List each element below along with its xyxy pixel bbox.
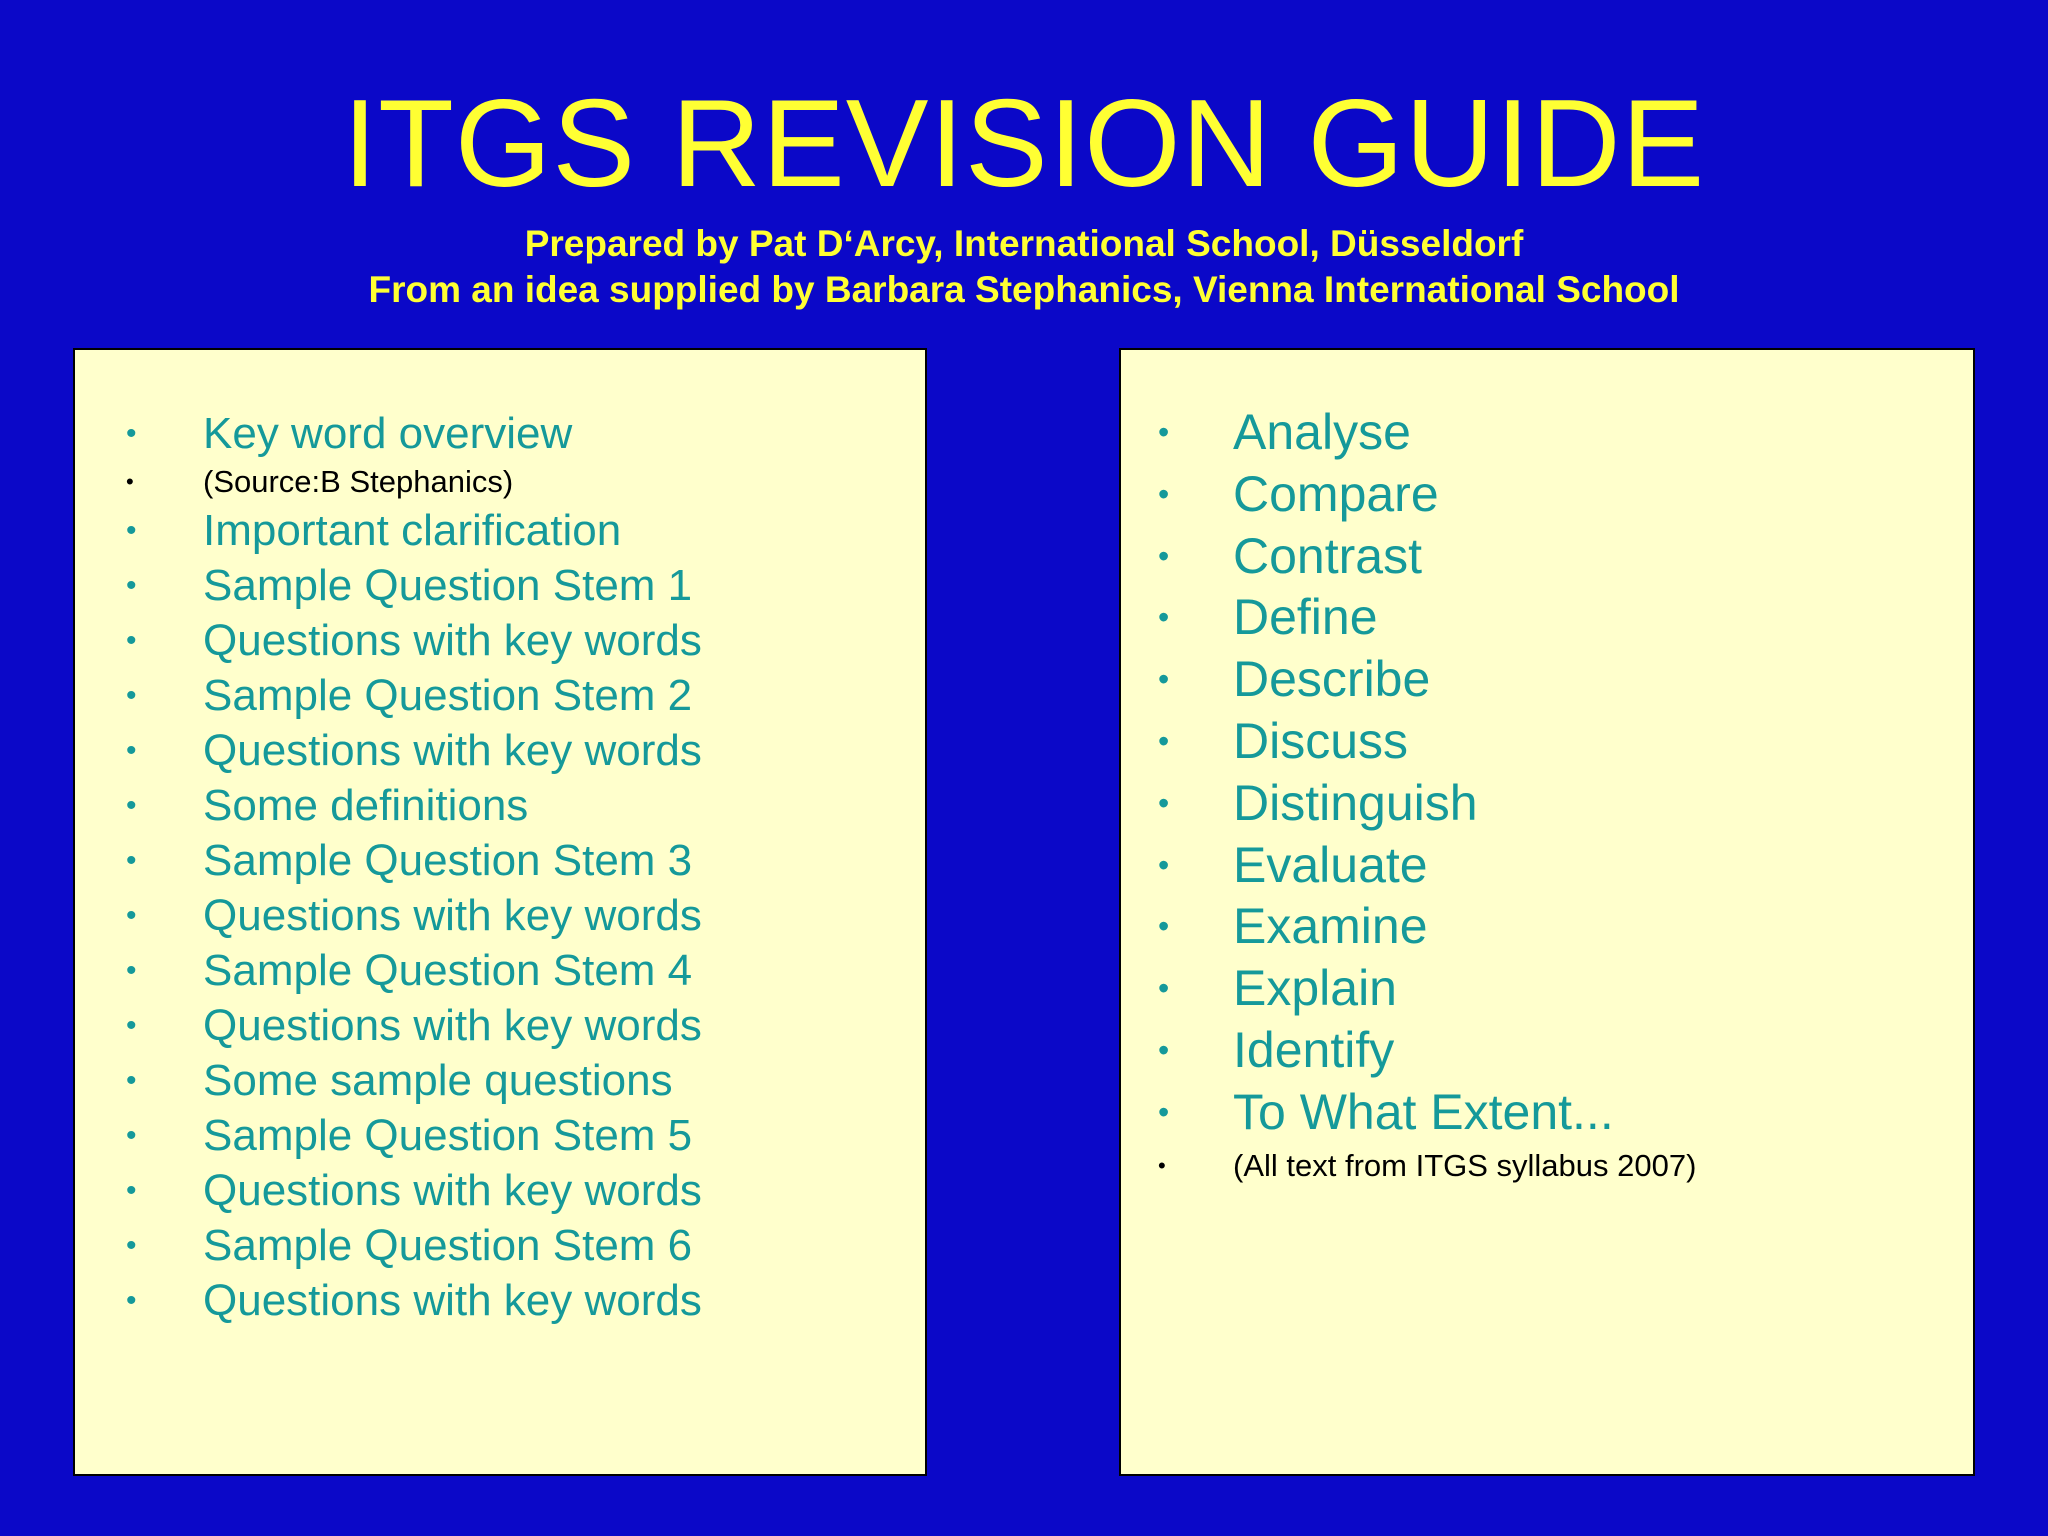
list-item-label: Describe (1233, 651, 1431, 708)
bullet-icon: • (1158, 908, 1170, 945)
list-item-label: Identify (1233, 1021, 1395, 1078)
list-item (75, 998, 925, 1053)
bullet-icon: • (126, 844, 137, 877)
bullet-icon: • (126, 789, 137, 822)
list-item (75, 1053, 925, 1108)
bullet-icon: • (1158, 846, 1170, 883)
list-item-label: Important clarification (203, 506, 622, 555)
bullet-icon: • (1158, 599, 1170, 636)
list-item (1121, 649, 1973, 711)
list-item (75, 1163, 925, 1218)
list-item (1121, 1082, 1973, 1144)
contents-list (75, 406, 925, 1328)
list-item (1121, 587, 1973, 649)
list-item (1121, 896, 1973, 958)
list-item (75, 503, 925, 558)
list-item (1121, 958, 1973, 1020)
list-item-label: Sample Question Stem 2 (203, 671, 693, 720)
list-item-label: Compare (1233, 465, 1439, 522)
list-item-label: Some sample questions (203, 1056, 673, 1105)
key-words-list (1121, 402, 1973, 1188)
list-item-label: Discuss (1233, 712, 1409, 769)
bullet-icon: • (126, 469, 134, 494)
list-item-label: (All text from ITGS syllabus 2007) (1233, 1147, 1697, 1183)
list-item-label: Questions with key words (203, 616, 702, 665)
list-item-label: Sample Question Stem 6 (203, 1221, 693, 1270)
subtitle-credit: From an idea supplied by Barbara Stephanics, Vienna International School (368, 269, 1680, 310)
list-item-label: Evaluate (1233, 836, 1428, 893)
list-item (75, 1108, 925, 1163)
source-note (75, 461, 925, 503)
list-item-label: Analyse (1233, 404, 1411, 460)
bullet-icon: • (126, 1174, 137, 1207)
bullet-icon: • (126, 514, 137, 547)
bullet-icon: • (1158, 661, 1170, 698)
list-item-label: Distinguish (1233, 774, 1478, 831)
bullet-icon: • (126, 417, 137, 450)
bullet-icon: • (1158, 414, 1170, 450)
list-item (75, 833, 925, 888)
list-item (75, 1218, 925, 1273)
bullet-icon: • (1158, 537, 1170, 574)
list-item-label: (Source:B Stephanics) (203, 464, 514, 499)
list-item (1121, 464, 1973, 526)
list-item-label: Questions with key words (203, 891, 702, 940)
list-item (1121, 526, 1973, 588)
list-item (75, 888, 925, 943)
list-item (75, 558, 925, 613)
list-item (1121, 835, 1973, 897)
list-item-label: Questions with key words (203, 1276, 702, 1325)
list-item (75, 406, 925, 461)
bullet-icon: • (126, 679, 137, 712)
list-item-label: Sample Question Stem 4 (203, 946, 693, 995)
bullet-icon: • (126, 1229, 137, 1262)
list-item (1121, 773, 1973, 835)
list-item (75, 778, 925, 833)
list-item (1121, 402, 1973, 464)
list-item-label: Questions with key words (203, 726, 702, 775)
list-item-label: Contrast (1233, 527, 1422, 584)
bullet-icon: • (126, 1064, 137, 1097)
contents-panel (73, 348, 927, 1476)
list-item (75, 613, 925, 668)
list-item (1121, 711, 1973, 773)
list-item (75, 668, 925, 723)
list-item (75, 1273, 925, 1328)
bullet-icon: • (126, 1284, 137, 1317)
list-item (75, 723, 925, 778)
list-item-label: Questions with key words (203, 1166, 702, 1215)
list-item-label: Sample Question Stem 5 (203, 1111, 693, 1160)
bullet-icon: • (1158, 475, 1170, 512)
bullet-icon: • (1158, 722, 1170, 759)
list-item-label: Some definitions (203, 781, 529, 830)
bullet-icon: • (1158, 1031, 1170, 1068)
list-item-label: Define (1233, 589, 1378, 646)
list-item-label: Sample Question Stem 1 (203, 561, 693, 610)
source-note (1121, 1144, 1973, 1188)
bullet-icon: • (126, 954, 137, 987)
list-item-label: Sample Question Stem 3 (203, 836, 693, 885)
bullet-icon: • (1158, 1093, 1170, 1130)
bullet-icon: • (1158, 1152, 1166, 1178)
list-item-label: Examine (1233, 898, 1428, 955)
list-item (75, 943, 925, 998)
slide-title: ITGS REVISION GUIDE (342, 75, 1706, 213)
bullet-icon: • (1158, 970, 1170, 1007)
list-item-label: Explain (1233, 960, 1397, 1017)
key-words-panel (1119, 348, 1975, 1476)
list-item-label: Key word overview (203, 409, 573, 458)
bullet-icon: • (126, 1119, 137, 1152)
list-item-label: Questions with key words (203, 1001, 702, 1050)
bullet-icon: • (126, 624, 137, 657)
bullet-icon: • (126, 569, 137, 602)
subtitle-author: Prepared by Pat D‘Arcy, International School, Düsseldorf (524, 223, 1524, 264)
bullet-icon: • (126, 1009, 137, 1042)
bullet-icon: • (1158, 784, 1170, 821)
list-item-label: To What Extent... (1233, 1083, 1614, 1140)
list-item (1121, 1020, 1973, 1082)
bullet-icon: • (126, 734, 137, 767)
bullet-icon: • (126, 899, 137, 932)
